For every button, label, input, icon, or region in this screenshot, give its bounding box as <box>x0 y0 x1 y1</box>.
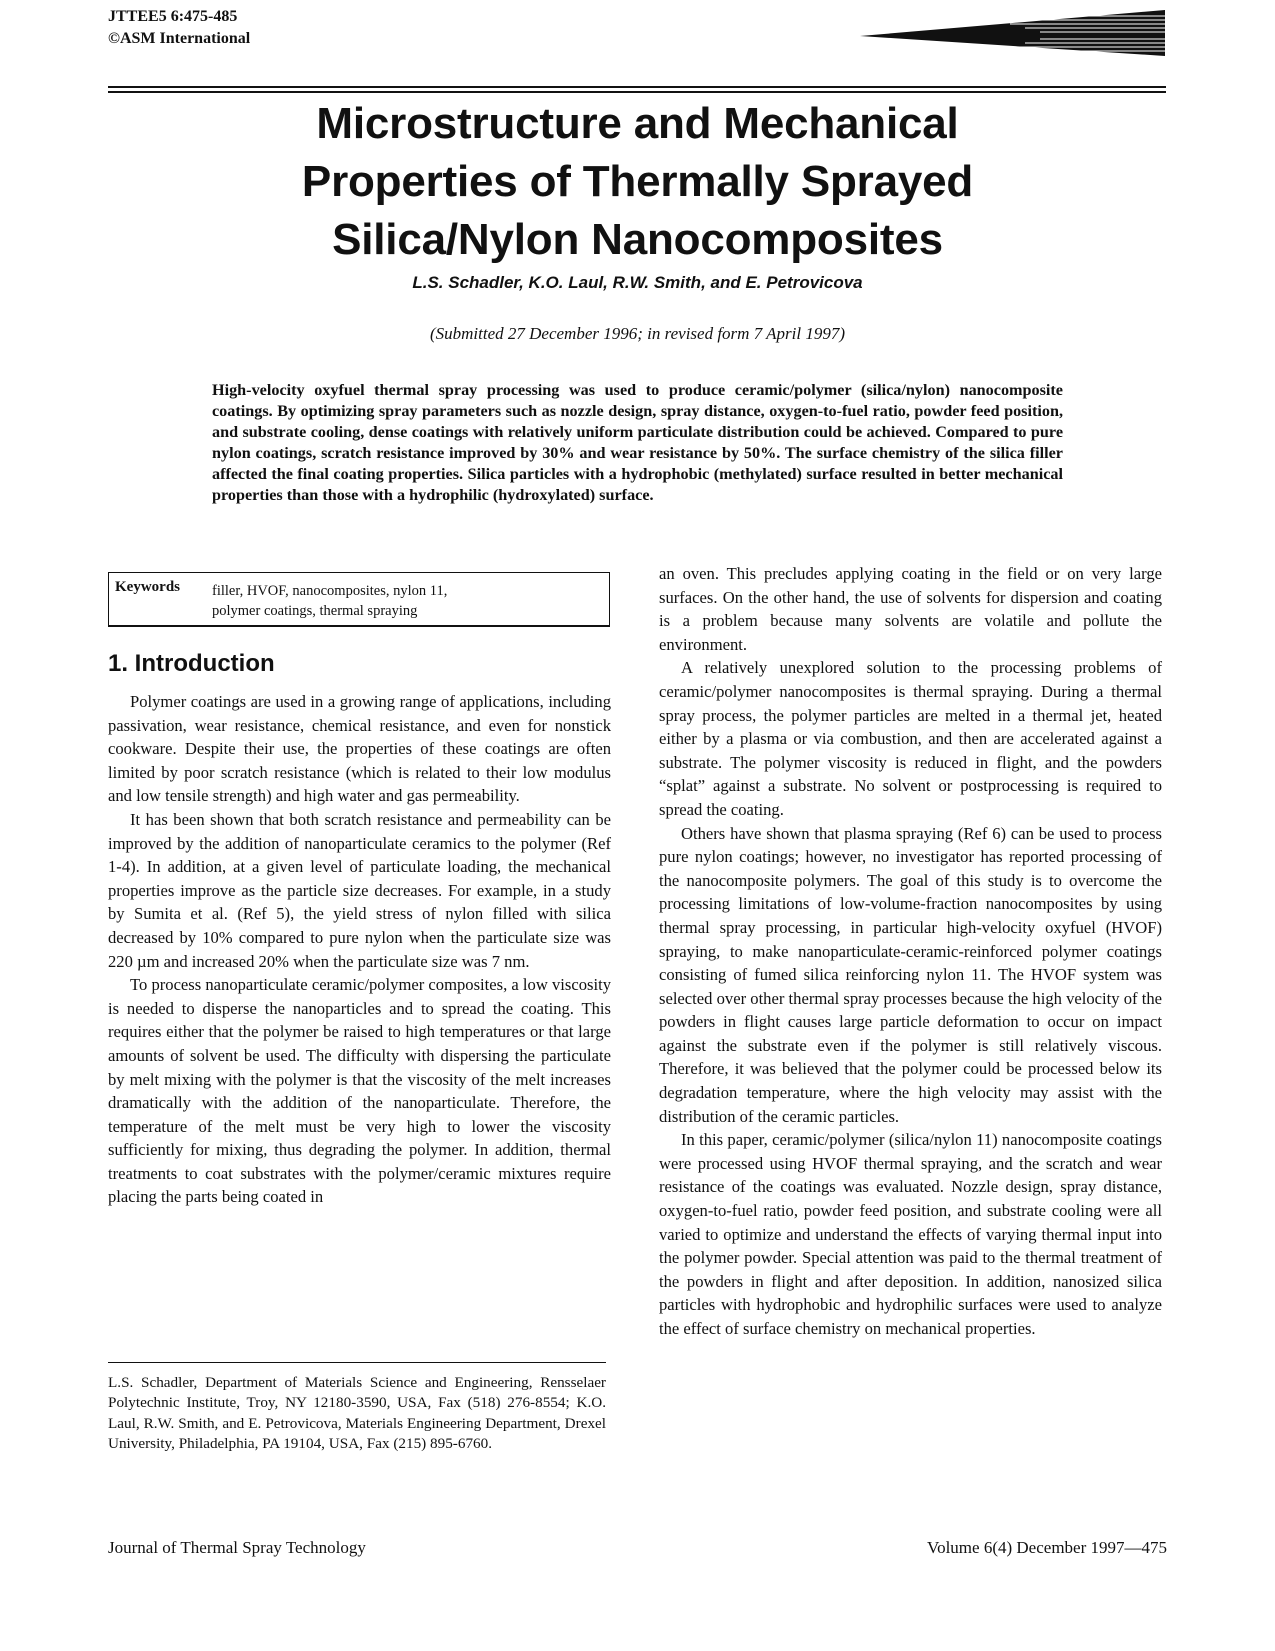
keywords-box <box>108 572 610 627</box>
header-left <box>108 6 250 50</box>
paragraph: an oven. This precludes applying coating in the field or on very large surfaces. On the other hand, the use of solvents for dispersion and coating is a problem because many solvents are volatile and pollute the environment. <box>659 564 1162 654</box>
footer-journal-name: Journal of Thermal Spray Technology <box>108 1538 366 1557</box>
left-column-body <box>108 690 611 1209</box>
header-rule-2 <box>108 91 1166 93</box>
journal-wedge-logo-icon <box>860 10 1165 56</box>
keywords-label: Keywords <box>115 579 180 595</box>
paragraph: In this paper, ceramic/polymer (silica/nylon 11) nanocomposite coatings were processed using HVOF thermal spraying, and the scratch and wear resistance of the coatings was evaluated. Nozzle design, spray distance, oxygen-to-fuel ratio, powder feed position, and substrate cooling were all varied to optimize and understand the effects of varying thermal input into the polymer powder. Special attention was paid to the thermal treatment of the powders in flight and after deposition. In addition, nanosized silica particles with hydrophobic and hydrophilic surfaces were used to analyze the effect of surface chemistry on mechanical properties. <box>659 1130 1162 1338</box>
footer-volume-page: Volume 6(4) December 1997—475 <box>927 1538 1167 1557</box>
author-list: L.S. Schadler, K.O. Laul, R.W. Smith, and E. Petrovicova <box>412 273 863 292</box>
abstract: High-velocity oxyfuel thermal spray processing was used to produce ceramic/polymer (silica/nylon) nanocomposite coatings. By optimizing spray parameters such as nozzle design, spray distance, oxygen-to-fuel ratio, powder feed position, and substrate cooling, dense coatings with relatively uniform particulate distribution could be achieved. Compared to pure nylon coatings, scratch resistance improved by 30% and wear resistance by 50%. The surface chemistry of the silica filler affected the final coating properties. Silica particles with a hydrophobic (methylated) surface resulted in better mechanical properties than those with a hydrophilic (hydroxylated) surface. <box>212 381 1063 504</box>
paragraph: Polymer coatings are used in a growing range of applications, including passivation, wear resistance, chemical resistance, and even for nonstick cookware. Despite their use, the properties of these coatings are often limited by poor scratch resistance (which is related to their low modulus and low tensile strength) and high water and gas permeability. <box>108 692 611 806</box>
affiliation-rule <box>108 1362 606 1363</box>
paragraph: It has been shown that both scratch resistance and permeability can be improved by the addition of nanoparticulate ceramics to the polymer (Ref 1-4). In addition, at a given level of particulate loading, the mechanical properties improve as the particle size decreases. For example, in a study by Sumita et al. (Ref 5), the yield stress of nylon filled with silica decreased by 10% compared to pure nylon when the particulate size was 220 µm and increased 20% when the particulate size was 7 nm. <box>108 809 611 971</box>
keywords-text: filler, HVOF, nanocomposites, nylon 11, polymer coatings, thermal spraying <box>212 583 448 619</box>
author-affiliations: L.S. Schadler, Department of Materials Science and Engineering, Rensselaer Polytechnic Institute, Troy, NY 12180-3590, USA, Fax (518) 276-8554; K.O. Laul, R.W. Smith, and E. Petrovicova, Materials Engineering Department, Drexel University, Philadelphia, PA 19104, USA, Fax (215) 895-6760. <box>108 1374 606 1452</box>
journal-code: JTTEE5 6:475-485 <box>108 8 238 25</box>
paragraph: To process nanoparticulate ceramic/polymer composites, a low viscosity is needed to disperse the nanoparticles and to spread the coating. This requires either that the polymer be raised to high temperatures or that large amounts of solvent be used. The difficulty with dispersing the particulate by melt mixing with the polymer is that the viscosity of the melt increases dramatically with the addition of the nanoparticulate. Therefore, the temperature of the melt must be very high to lower the viscosity sufficiently for mixing, thus degrading the polymer. In addition, thermal treatments to coat substrates with the polymer/ceramic mixtures require placing the parts being coated in <box>108 975 611 1207</box>
title-line-1: Microstructure and Mechanical <box>316 99 959 148</box>
header-rule-1 <box>108 86 1166 88</box>
right-column-body <box>659 562 1162 1341</box>
submission-dates: (Submitted 27 December 1996; in revised form 7 April 1997) <box>429 324 845 343</box>
title-line-3: Silica/Nylon Nanocomposites <box>332 215 943 264</box>
copyright-line: ©ASM International <box>108 30 251 47</box>
paragraph: Others have shown that plasma spraying (Ref 6) can be used to process pure nylon coatings; however, no investigator has reported processing of the nanocomposite polymers. The goal of this study is to overcome the processing limitations of low-volume-fraction nanocomposites by using thermal spray processing, in particular high-velocity oxyfuel (HVOF) spraying, to make nanoparticulate-ceramic-reinforced polymer coatings consisting of fumed silica reinforcing nylon 11. The HVOF system was selected over other thermal spray processes because the high velocity of the powders in flight causes large particle deformation to occur on impact against the substrate even if the polymer is still relatively viscous. Therefore, it was believed that the polymer could be processed below its degradation temperature, where the high velocity may assist with the distribution of the ceramic particles. <box>659 823 1162 1126</box>
paper-title <box>150 95 1125 269</box>
title-line-2: Properties of Thermally Sprayed <box>301 157 974 206</box>
paragraph: A relatively unexplored solution to the processing problems of ceramic/polymer nanocomposites is thermal spraying. During a thermal spray process, the polymer particles are melted in a thermal jet, heated either by a plasma or via combustion, and then are accelerated against a substrate. The polymer viscosity is reduced in flight, and the powders “splat” against a substrate. No solvent or postprocessing is required to spread the coating. <box>659 658 1162 819</box>
section-heading-introduction: 1. Introduction <box>108 650 275 677</box>
